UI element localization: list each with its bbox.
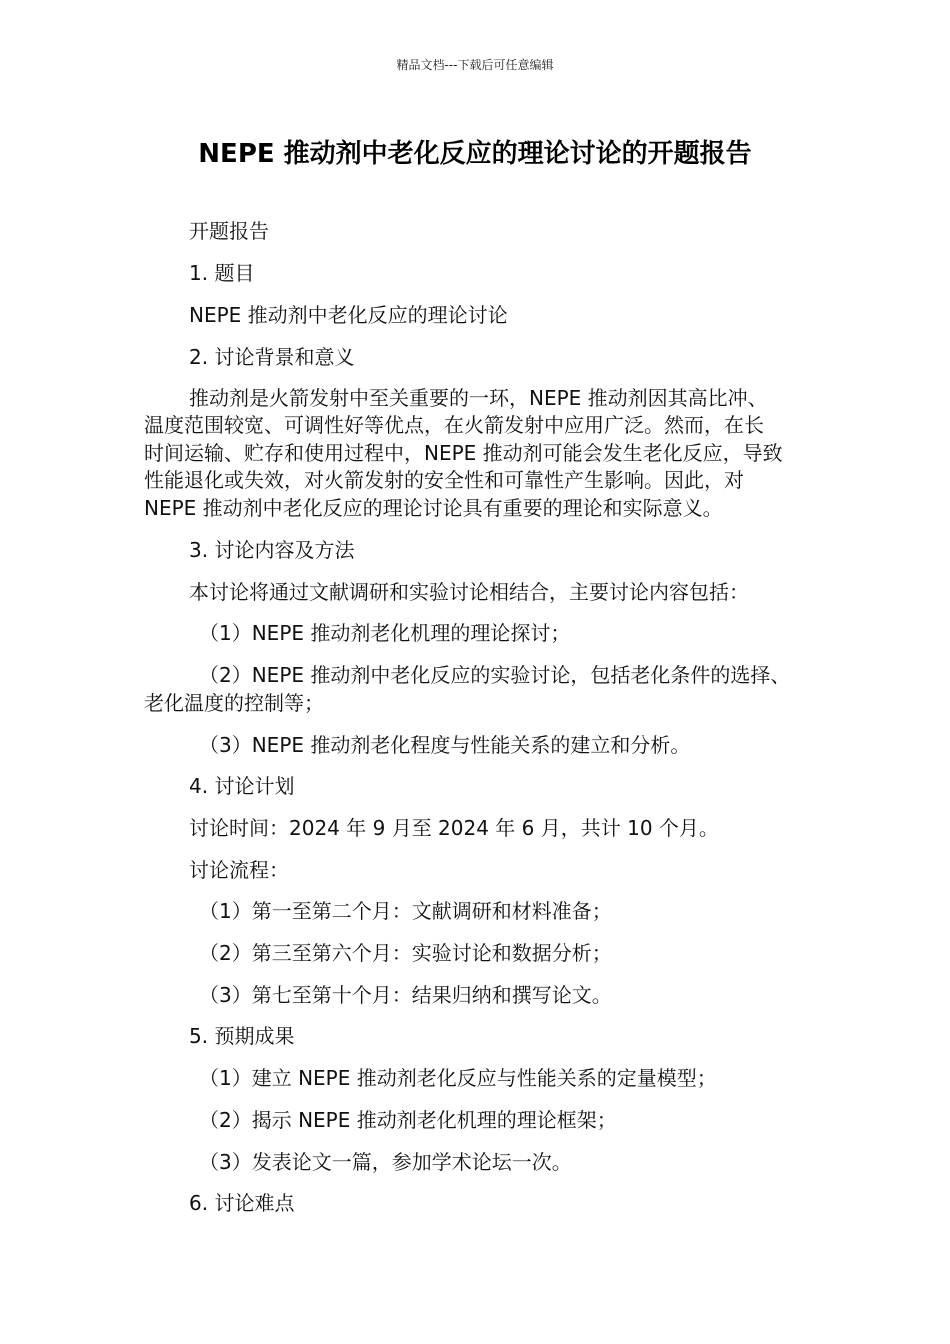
list-item: （1）第一至第二个月：文献调研和材料准备； — [199, 899, 612, 923]
content-intro: 本讨论将通过文献调研和实验讨论相结合，主要讨论内容包括： — [189, 580, 749, 604]
paragraph-line: 推动剂是火箭发射中至关重要的一环，NEPE 推动剂因其高比冲、 — [189, 386, 768, 410]
list-item: （2）揭示 NEPE 推动剂老化机理的理论框架； — [199, 1108, 617, 1132]
list-item-continuation: 老化温度的控制等； — [144, 691, 324, 715]
list-item: （2）NEPE 推动剂中老化反应的实验讨论，包括老化条件的选择、 — [199, 663, 791, 687]
section-label-report: 开题报告 — [189, 219, 269, 243]
heading-expected-results: 5. 预期成果 — [189, 1024, 295, 1048]
paragraph-line: 时间运输、贮存和使用过程中，NEPE 推动剂可能会发生老化反应，导致 — [144, 441, 783, 465]
list-item: （3）NEPE 推动剂老化程度与性能关系的建立和分析。 — [199, 733, 691, 757]
list-item: （1）NEPE 推动剂老化机理的理论探讨； — [199, 621, 571, 645]
list-item: （2）第三至第六个月：实验讨论和数据分析； — [199, 941, 612, 965]
page-header: 精品文档---下载后可任意编辑 — [396, 58, 554, 72]
heading-topic: 1. 题目 — [189, 261, 255, 285]
paragraph-line: NEPE 推动剂中老化反应的理论讨论具有重要的理论和实际意义。 — [144, 496, 723, 520]
document-title: NEPE 推动剂中老化反应的理论讨论的开题报告 — [198, 139, 752, 169]
heading-content-methods: 3. 讨论内容及方法 — [189, 538, 355, 562]
list-item: （3）第七至第十个月：结果归纳和撰写论文。 — [199, 983, 612, 1007]
heading-difficulties: 6. 讨论难点 — [189, 1191, 295, 1215]
plan-process-label: 讨论流程： — [189, 858, 289, 882]
paragraph-line: 温度范围较宽、可调性好等优点，在火箭发射中应用广泛。然而，在长 — [144, 413, 764, 437]
list-item: （3）发表论文一篇，参加学术论坛一次。 — [199, 1150, 572, 1174]
plan-time: 讨论时间：2024 年 9 月至 2024 年 6 月，共计 10 个月。 — [189, 816, 719, 840]
paragraph-line: 性能退化或失效，对火箭发射的安全性和可靠性产生影响。因此，对 — [144, 468, 744, 492]
topic-text: NEPE 推动剂中老化反应的理论讨论 — [189, 303, 508, 327]
heading-background: 2. 讨论背景和意义 — [189, 345, 355, 369]
heading-plan: 4. 讨论计划 — [189, 774, 295, 798]
list-item: （1）建立 NEPE 推动剂老化反应与性能关系的定量模型； — [199, 1066, 717, 1090]
